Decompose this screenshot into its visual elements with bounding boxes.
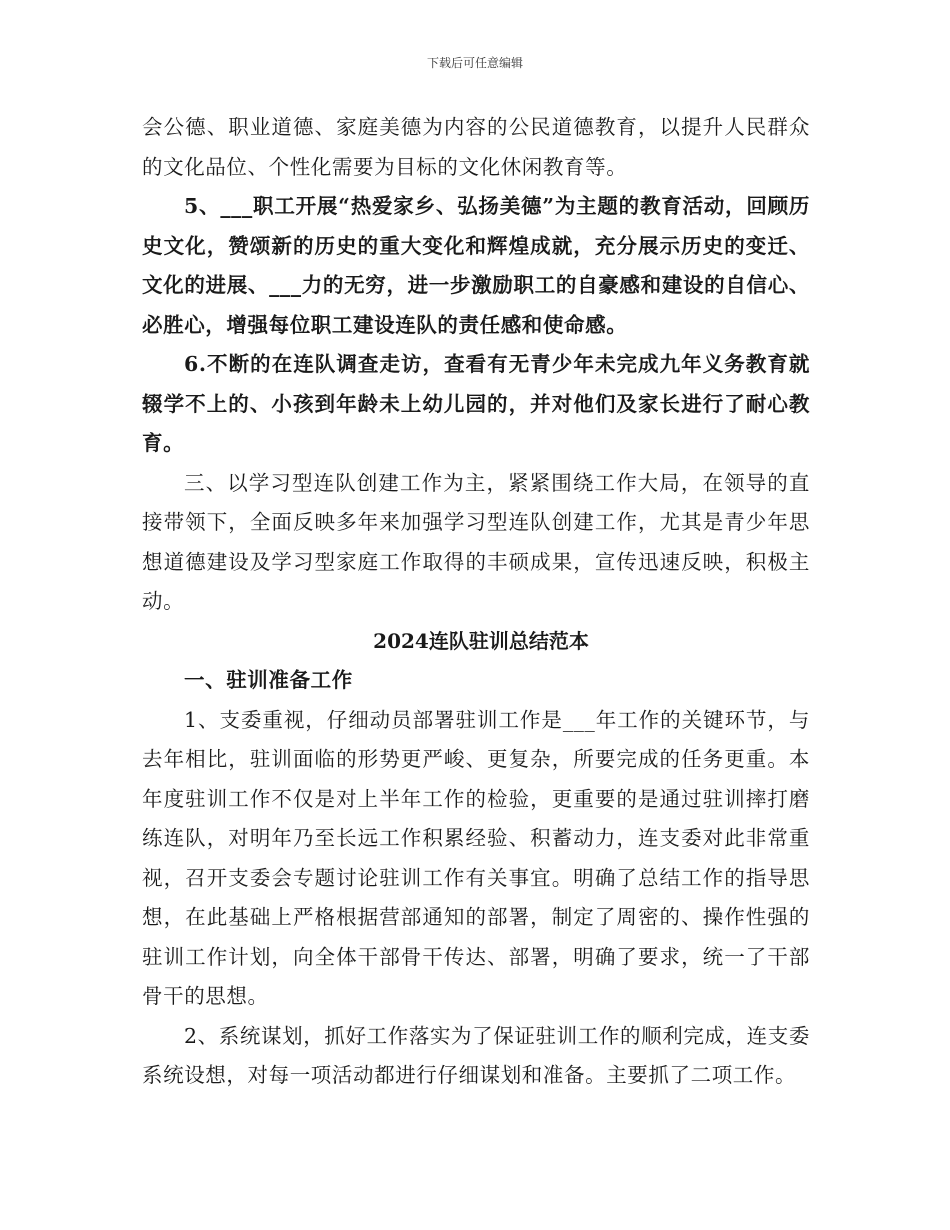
paragraph-continuation: 会公德、职业道德、家庭美德为内容的公民道德教育，以提升人民群众的文化品位、个性化需要为目标的文化休闲教育等。	[142, 115, 810, 179]
document-body	[142, 108, 810, 1096]
paragraph-prep-1: 1、支委重视，仔细动员部署驻训工作是___年工作的关键环节，与去年相比，驻训面临的形势更严峻、更复杂，所要完成的任务更重。本年度驻训工作不仅是对上半年工作的检验，更重要的是通过驻训摔打磨练连队，对明年乃至长远工作积累经验、积蓄动力，连支委对此非常重视，召开支委会专题讨论驻训工作有关事宜。明确了总结工作的指导思想，在此基础上严格根据营部通知的部署，制定了周密的、操作性强的驻训工作计划，向全体干部骨干传达、部署，明确了要求，统一了干部骨干的思想。	[142, 707, 810, 1008]
document-title: 2024连队驻训总结范本	[373, 628, 589, 653]
paragraph-item-5: 5、___职工开展“热爱家乡、弘扬美德”为主题的教育活动，回顾历史文化，赞颂新的历史的重大变化和辉煌成就，充分展示历史的变迁、文化的进展、___力的无穷，进一步激励职工的自豪感和建设的自信心、必胜心，增强每位职工建设连队的责任感和使命感。	[142, 194, 810, 337]
paragraph-section-3: 三、以学习型连队创建工作为主，紧紧围绕工作大局，在领导的直接带领下，全面反映多年来加强学习型连队创建工作，尤其是青少年思想道德建设及学习型家庭工作取得的丰硕成果，宣传迅速反映，积极主动。	[142, 470, 810, 613]
section-heading: 一、驻训准备工作	[184, 668, 353, 692]
paragraph-prep-2: 2、系统谋划，抓好工作落实为了保证驻训工作的顺利完成，连支委系统设想，对每一项活动都进行仔细谋划和准备。主要抓了二项工作。	[142, 1023, 810, 1087]
page-header: 下载后可任意编辑	[426, 56, 523, 70]
paragraph-item-6: 6.不断的在连队调查走访，查看有无青少年未完成九年义务教育就辍学不上的、小孩到年龄未上幼儿园的，并对他们及家长进行了耐心教育。	[142, 352, 810, 455]
